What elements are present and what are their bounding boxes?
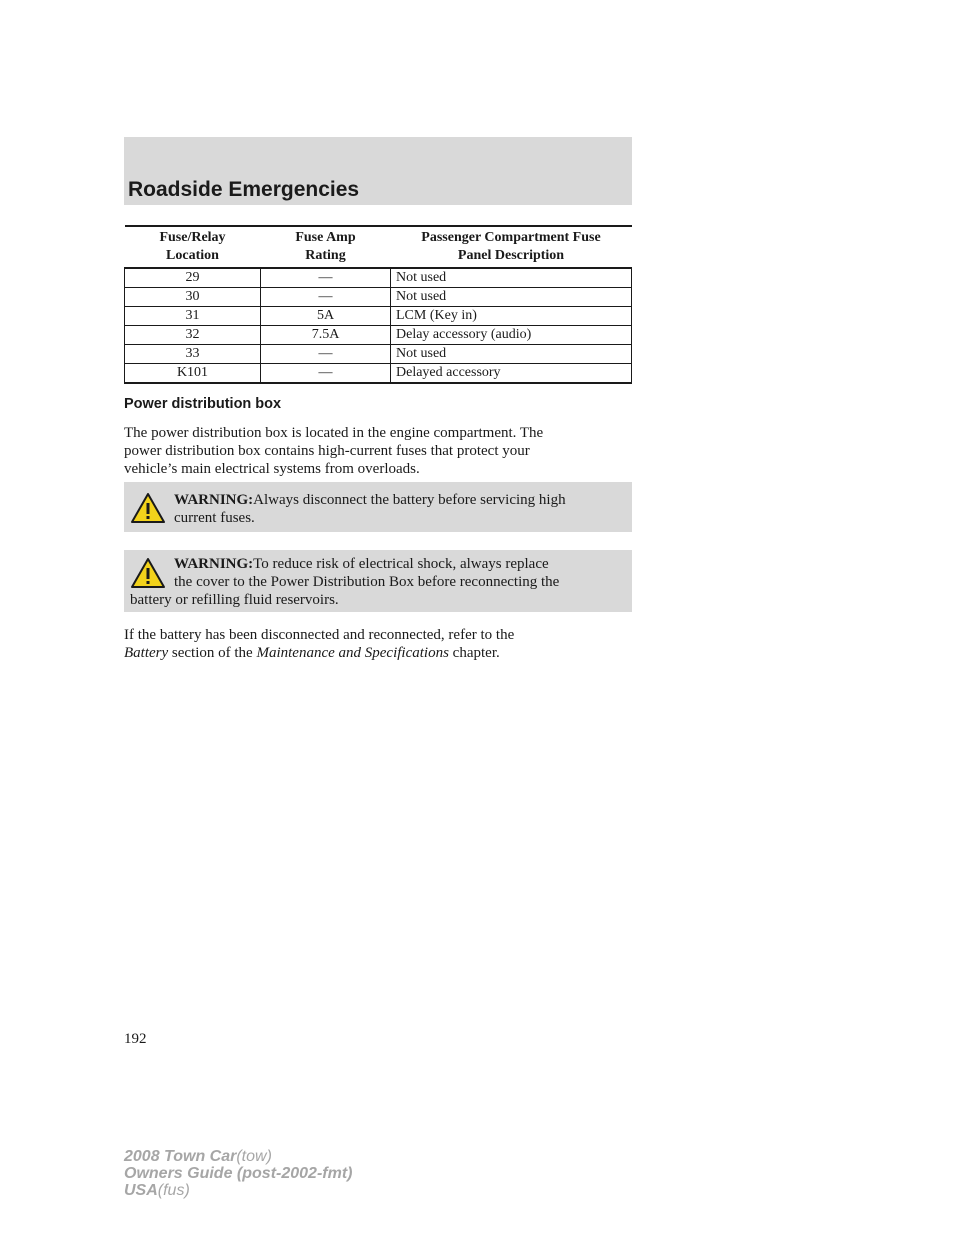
table-row (125, 326, 632, 345)
table-row (125, 288, 632, 307)
battery-section-link: Battery (124, 645, 169, 661)
warning-triangle-icon (130, 557, 166, 589)
cell-amp: 7.5A (261, 326, 391, 345)
table-row (125, 364, 632, 384)
cell-description: Not used (391, 288, 632, 307)
column-header-location: Fuse/Relay Location (125, 226, 261, 268)
cell-amp: — (261, 288, 391, 307)
page-number: 192 (124, 1031, 147, 1047)
table-row (125, 307, 632, 326)
section-title: Roadside Emergencies (128, 178, 360, 201)
cell-amp: 5A (261, 307, 391, 326)
cell-location: 30 (125, 288, 261, 307)
table-row (125, 268, 632, 288)
warning-text-1: WARNING:Always disconnect the battery before servicing high current fuses. (174, 492, 566, 526)
cell-location: 29 (125, 268, 261, 288)
warning-text-2-continuation: battery or refilling fluid reservoirs. (130, 592, 339, 608)
power-distribution-heading: Power distribution box (124, 396, 282, 412)
cell-amp: — (261, 345, 391, 364)
fuse-table (124, 225, 632, 384)
cell-description: LCM (Key in) (391, 307, 632, 326)
table-header-row (125, 226, 632, 268)
warning-triangle-icon (130, 492, 166, 524)
warning-text-2: WARNING:To reduce risk of electrical shock, always replace the cover to the Power Distribution Box before reconnecting the (174, 556, 560, 590)
cell-amp: — (261, 364, 391, 384)
column-header-amp: Fuse Amp Rating (261, 226, 391, 268)
battery-note: If the battery has been disconnected and reconnected, refer to the Battery section of the Maintenance and Specifications chapter. (124, 627, 515, 661)
power-distribution-paragraph: The power distribution box is located in the engine compartment. The power distribution box contains high-current fuses that protect your vehicle’s main electrical systems from overloads. (124, 425, 544, 477)
cell-amp: — (261, 268, 391, 288)
cell-description: Delay accessory (audio) (391, 326, 632, 345)
cell-description: Not used (391, 268, 632, 288)
warning-label: WARNING: (174, 492, 254, 508)
table-row (125, 345, 632, 364)
warning-label: WARNING: (174, 556, 254, 572)
cell-description: Not used (391, 345, 632, 364)
maintenance-chapter-link: Maintenance and Specifications (256, 645, 449, 661)
column-header-description: Passenger Compartment Fuse Panel Description (391, 226, 632, 268)
cell-location: K101 (125, 364, 261, 384)
footer-edition: 2008 Town Car(tow) Owners Guide (post-2002-fmt) USA(fus) (124, 1148, 353, 1199)
cell-location: 33 (125, 345, 261, 364)
cell-description: Delayed accessory (391, 364, 632, 384)
cell-location: 32 (125, 326, 261, 345)
cell-location: 31 (125, 307, 261, 326)
